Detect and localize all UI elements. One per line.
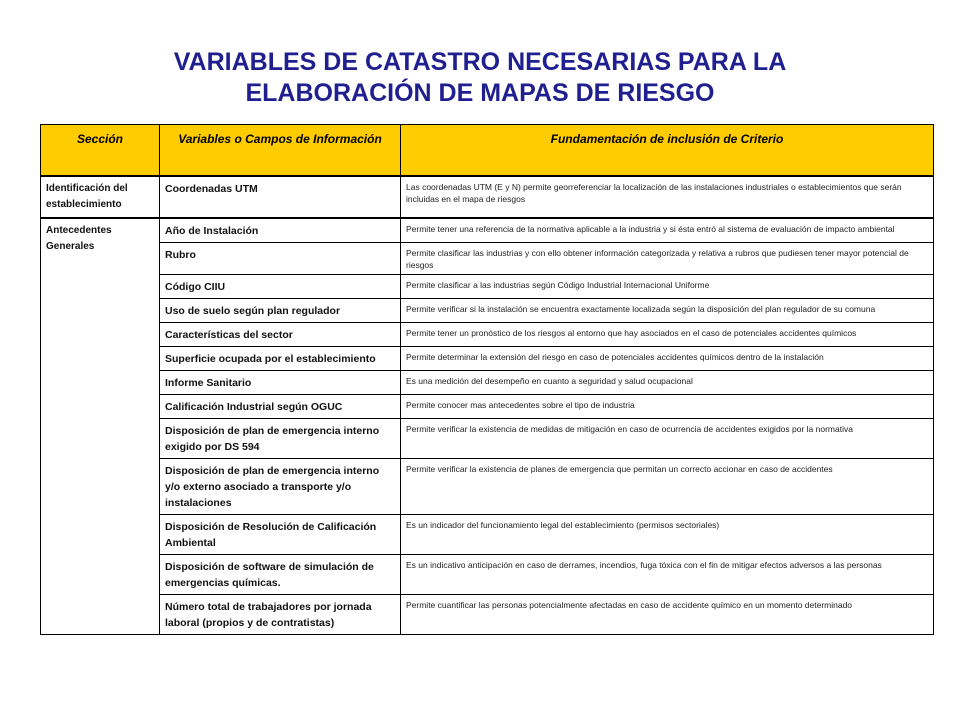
fundamentacion-cell: Permite verificar si la instalación se encuentra exactamente localizada según la disposición del plan regulador de su comuna [401, 299, 934, 323]
fundamentacion-cell: Permite determinar la extensión del riesgo en caso de potenciales accidentes químicos dentro de la instalación [401, 347, 934, 371]
table-row [41, 419, 934, 459]
fundamentacion-cell: Es una medición del desempeño en cuanto a seguridad y salud ocupacional [401, 371, 934, 395]
table-row [41, 395, 934, 419]
variable-cell: Disposición de plan de emergencia interno y/o externo asociado a transporte y/o instalaciones [160, 459, 401, 515]
fundamentacion-cell: Permite clasificar a las industrias según Código Industrial Internacional Uniforme [401, 275, 934, 299]
variable-cell: Uso de suelo según plan regulador [160, 299, 401, 323]
table-row [41, 243, 934, 275]
fundamentacion-cell: Es un indicador del funcionamiento legal del establecimiento (permisos sectoriales) [401, 515, 934, 555]
table-row [41, 218, 934, 243]
header-variables: Variables o Campos de Información [160, 125, 401, 177]
variable-cell: Características del sector [160, 323, 401, 347]
slide-title-line-1: VARIABLES DE CATASTRO NECESARIAS PARA LA [173, 48, 787, 76]
fundamentacion-cell: Permite clasificar las industrias y con ello obtener información categorizada y relativa a rubros que pudiesen tener mayor potencial de riesgos [401, 243, 934, 275]
section-cell: Identificación del establecimiento [41, 176, 160, 218]
table-header-row [41, 125, 934, 177]
section-cell: Antecedentes Generales [41, 218, 160, 635]
variable-cell: Disposición de software de simulación de emergencias químicas. [160, 555, 401, 595]
fundamentacion-cell: Permite tener una referencia de la normativa aplicable a la industria y si ésta entró al sistema de evaluación de impacto ambiental [401, 218, 934, 243]
table-row [41, 299, 934, 323]
fundamentacion-cell: Permite verificar la existencia de planes de emergencia que permitan un correcto accionar en caso de accidentes [401, 459, 934, 515]
variable-cell: Número total de trabajadores por jornada laboral (propios y de contratistas) [160, 595, 401, 635]
table-row [41, 371, 934, 395]
catastro-variables-table [40, 124, 934, 635]
variable-cell: Disposición de Resolución de Calificación Ambiental [160, 515, 401, 555]
header-seccion: Sección [41, 125, 160, 177]
variable-cell: Disposición de plan de emergencia interno exigido por DS 594 [160, 419, 401, 459]
slide-title [0, 47, 960, 109]
table-row [41, 323, 934, 347]
variable-cell: Calificación Industrial según OGUC [160, 395, 401, 419]
variable-cell: Código CIIU [160, 275, 401, 299]
table-row [41, 515, 934, 555]
fundamentacion-cell: Permite tener un pronóstico de los riesgos al entorno que hay asociados en el caso de potenciales accidentes químicos [401, 323, 934, 347]
variable-cell: Rubro [160, 243, 401, 275]
table-row [41, 275, 934, 299]
table-row [41, 176, 934, 218]
variable-cell: Informe Sanitario [160, 371, 401, 395]
fundamentacion-cell: Permite cuantificar las personas potencialmente afectadas en caso de accidente químico en un momento determinado [401, 595, 934, 635]
fundamentacion-cell: Es un indicativo anticipación en caso de derrames, incendios, fuga tóxica con el fin de mitigar efectos adversos a las personas [401, 555, 934, 595]
fundamentacion-cell: Permite verificar la existencia de medidas de mitigación en caso de ocurrencia de accidentes exigidos por la normativa [401, 419, 934, 459]
slide-title-line-2: ELABORACIÓN DE MAPAS DE RIESGO [245, 79, 715, 107]
header-fundamentacion: Fundamentación de inclusión de Criterio [401, 125, 934, 177]
fundamentacion-cell: Permite conocer mas antecedentes sobre el tipo de industria [401, 395, 934, 419]
variable-cell: Año de Instalación [160, 218, 401, 243]
variable-cell: Coordenadas UTM [160, 176, 401, 218]
table-row [41, 459, 934, 515]
table-row [41, 595, 934, 635]
table-row [41, 347, 934, 371]
fundamentacion-cell: Las coordenadas UTM (E y N) permite georreferenciar la localización de las instalaciones industriales o establecimientos que serán incluidas en el mapa de riesgos [401, 176, 934, 218]
variable-cell: Superficie ocupada por el establecimiento [160, 347, 401, 371]
table-row [41, 555, 934, 595]
